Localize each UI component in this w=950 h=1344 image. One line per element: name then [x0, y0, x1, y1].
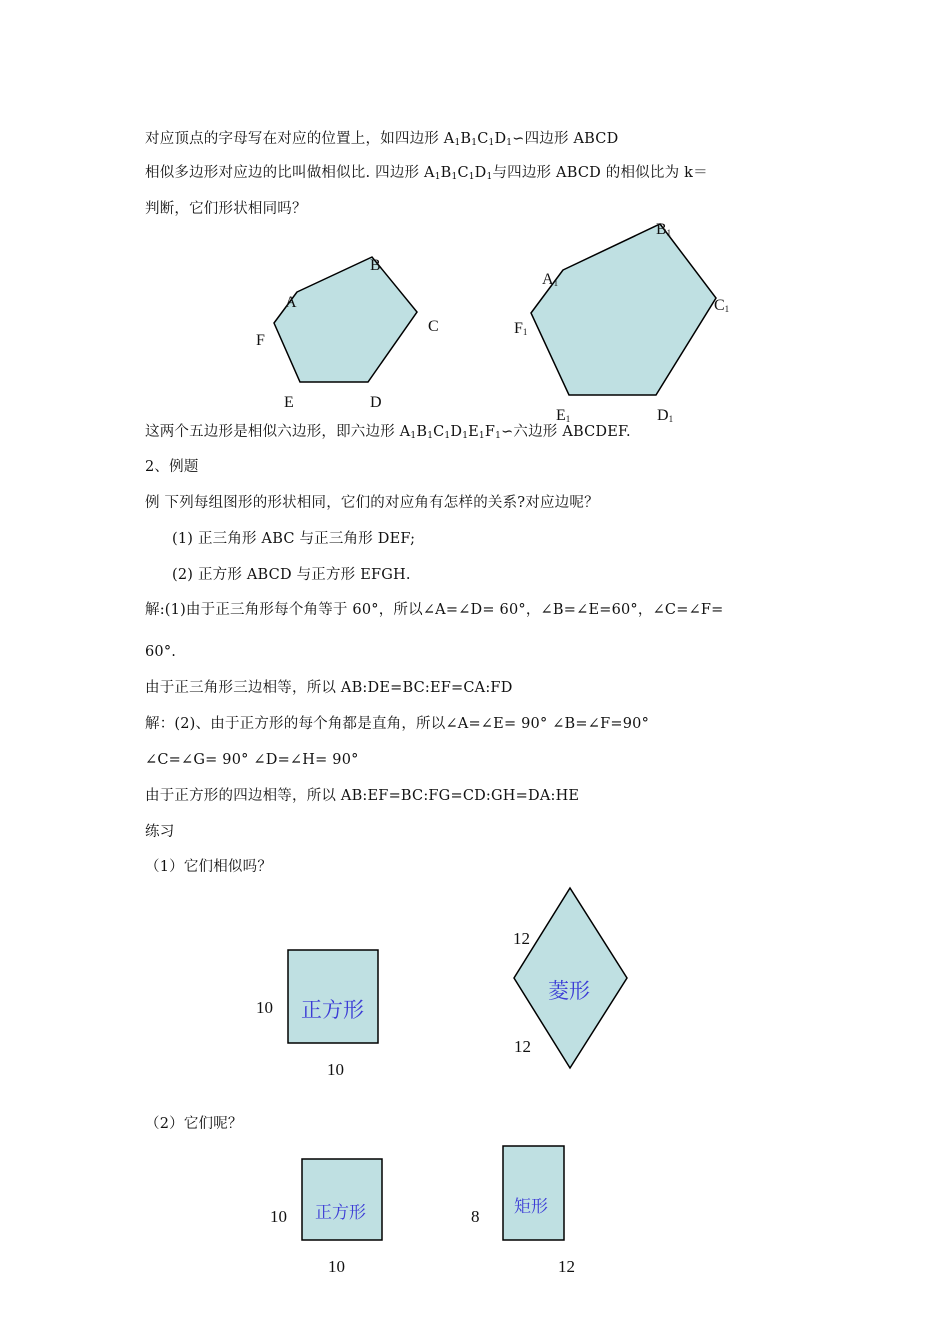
- pentagon-abcd: [274, 257, 417, 382]
- text: D: [474, 165, 487, 181]
- vertex-label-b1: [656, 222, 671, 241]
- subscript: 1: [434, 172, 441, 182]
- subscript: 1: [488, 138, 495, 148]
- rhombus-name: 菱形: [548, 979, 590, 1003]
- subscript: 1: [724, 304, 730, 314]
- rhombus-side-bottom: 12: [514, 1037, 531, 1056]
- text: 相似多边形对应边的比叫做相似比. 四边形 A: [145, 165, 435, 181]
- text: B: [440, 165, 452, 181]
- text: ∽六边形 ABCDEF.: [501, 424, 631, 440]
- vertex-label-f: F: [256, 332, 265, 349]
- square-1-side-left: 10: [256, 998, 273, 1017]
- text-line-4: [145, 423, 631, 445]
- subscript: 1: [553, 278, 559, 288]
- rectangle-side-bottom: 12: [558, 1257, 575, 1276]
- text-line-6: 例 下列每组图形的形状相同，它们的对应角有怎样的关系?对应边呢？: [145, 495, 599, 511]
- subscript: 1: [565, 414, 571, 424]
- text: 对应顶点的字母写在对应的位置上，如四边形 A: [145, 131, 455, 147]
- text: ∽四边形 ABCD: [512, 131, 619, 147]
- subscript: 1: [471, 138, 478, 148]
- text: C: [433, 424, 445, 440]
- text: 这两个五边形是相似六边形，即六边形 A: [145, 424, 411, 440]
- pentagon-a1b1c1d1: [531, 224, 716, 395]
- vertex-label-e: E: [284, 394, 294, 411]
- vertex-label-d: D: [370, 394, 382, 411]
- vertex-label-d1: [657, 408, 673, 427]
- text-line-13: ∠C=∠G= 90° ∠D=∠H= 90°: [145, 752, 359, 768]
- text-line-12: 解：(2)、由于正方形的每个角都是直角，所以∠A=∠E= 90° ∠B=∠F=90°: [145, 716, 650, 732]
- vertex-label-f1: [514, 321, 527, 340]
- text: A: [542, 271, 554, 288]
- subscript: 1: [410, 431, 417, 441]
- subscript: 1: [444, 431, 451, 441]
- text-line-17: （2）它们呢？: [145, 1116, 243, 1132]
- subscript: 1: [451, 172, 458, 182]
- text: F: [484, 424, 496, 440]
- subscript: 1: [486, 172, 493, 182]
- square-2-side-bottom: 10: [328, 1257, 345, 1276]
- vertex-label-b: B: [370, 257, 381, 274]
- text-line-5: 2、例题: [145, 459, 199, 475]
- text: D: [494, 131, 507, 147]
- square-2-side-left: 10: [270, 1207, 287, 1226]
- square-1-side-bottom: 10: [327, 1060, 344, 1079]
- subscript: 1: [666, 228, 672, 238]
- text: E: [468, 424, 479, 440]
- square-1-name: 正方形: [301, 998, 364, 1022]
- rhombus-side-top: 12: [513, 929, 530, 948]
- subscript: 1: [506, 138, 513, 148]
- subscript: 1: [454, 138, 461, 148]
- text: D: [657, 407, 669, 424]
- text: 与四边形 ABCD 的相似比为 k＝: [492, 165, 708, 181]
- vertex-label-a1: [542, 272, 558, 291]
- vertex-label-c1: [714, 298, 729, 317]
- text: D: [450, 424, 463, 440]
- subscript: 1: [495, 431, 502, 441]
- text: B: [656, 221, 667, 238]
- text-line-16: （1）它们相似吗？: [145, 859, 273, 875]
- subscript: 1: [478, 431, 485, 441]
- text-line-8: (2) 正方形 ABCD 与正方形 EFGH.: [172, 567, 411, 583]
- vertex-label-c: C: [428, 318, 439, 335]
- text-line-3: 判断，它们形状相同吗？: [145, 201, 307, 217]
- rectangle-side-left: 8: [471, 1207, 480, 1226]
- text: F: [514, 320, 523, 337]
- text: C: [457, 165, 469, 181]
- subscript: 1: [427, 431, 434, 441]
- text-line-11: 由于正三角形三边相等，所以 AB:DE=BC:EF=CA:FD: [145, 680, 513, 696]
- text-line-7: (1) 正三角形 ABC 与正三角形 DEF;: [172, 531, 416, 547]
- subscript: 1: [522, 327, 528, 337]
- text: B: [460, 131, 472, 147]
- text: C: [477, 131, 489, 147]
- text: C: [714, 297, 725, 314]
- vertex-label-a: A: [285, 294, 297, 311]
- text-line-9: 解:(1)由于正三角形每个角等于 60°，所以∠A=∠D= 60°，∠B=∠E=60°，∠C=∠F=: [145, 602, 724, 618]
- subscript: 1: [462, 431, 469, 441]
- text-line-14: 由于正方形的四边相等，所以 AB:EF=BC:FG=CD:GH=DA:HE: [145, 788, 580, 804]
- subscript: 1: [668, 414, 674, 424]
- text-line-15: 练习: [145, 824, 175, 840]
- rectangle-name: 矩形: [514, 1197, 548, 1217]
- text: E: [556, 407, 566, 424]
- subscript: 1: [468, 172, 475, 182]
- text: B: [416, 424, 428, 440]
- text-line-10: 60°.: [145, 644, 177, 660]
- square-2-name: 正方形: [315, 1203, 366, 1223]
